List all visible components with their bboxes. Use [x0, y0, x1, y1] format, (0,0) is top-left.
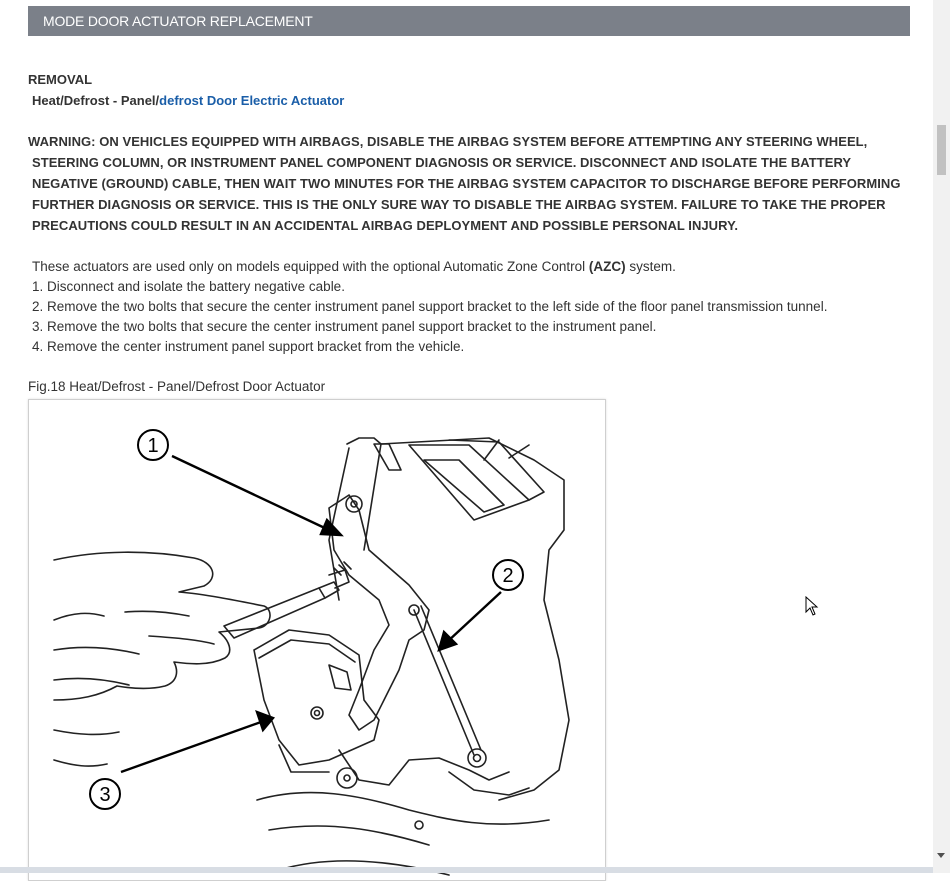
scrollbar-thumb[interactable]	[937, 125, 946, 175]
callout-3-number: 3	[99, 784, 111, 806]
intro-before: These actuators are used only on models equipped with the optional Automatic Zone Control	[32, 259, 589, 274]
figure-caption: Fig.18 Heat/Defrost - Panel/Defrost Door Actuator	[28, 379, 326, 394]
intro-text	[28, 257, 910, 277]
window-bottom-edge	[0, 867, 933, 873]
lever-arm	[329, 495, 429, 730]
intro-bold: (AZC)	[588, 259, 626, 274]
warning-text: WARNING: ON VEHICLES EQUIPPED WITH AIRBAGS, DISABLE THE AIRBAG SYSTEM BEFORE ATTEMPTING ANY STEERING WHEEL, STEERING COLUMN, OR INSTRUMENT PANEL COMPONENT DIAGNOSIS OR SERVICE. DISCONNECT AND ISOLATE THE BATTERY NEGATIVE (GROUND) CABLE, THEN WAIT TWO MINUTES FOR THE AIRBAG SYSTEM CAPACITOR TO DISCHARGE BEFORE PERFORMING FURTHER DIAGNOSIS OR SERVICE. THIS IS THE ONLY SURE WAY TO DISABLE THE AIRBAG SYSTEM. FAILURE TO TAKE THE PROPER PRECAUTIONS COULD RESULT IN AN ACCIDENTAL AIRBAG DEPLOYMENT AND POSSIBLE PERSONAL INJURY.	[28, 134, 901, 233]
list-item: 4. Remove the center instrument panel support bracket from the vehicle.	[32, 339, 465, 354]
article	[28, 6, 910, 881]
intro-after: system.	[625, 259, 676, 274]
callout-2	[493, 560, 523, 590]
actuator-diagram	[29, 400, 605, 880]
callout-1-number: 1	[147, 435, 159, 457]
section-label: REMOVAL	[28, 72, 93, 87]
callout-2-number: 2	[502, 565, 514, 587]
breadcrumb	[28, 90, 910, 111]
callout-1-leader	[172, 456, 329, 530]
figure-illustration	[28, 399, 606, 881]
steps-list	[28, 277, 910, 357]
breadcrumb-prefix: Heat/Defrost - Panel/	[32, 93, 160, 108]
housing-outline	[347, 438, 569, 800]
breadcrumb-link[interactable]: defrost Door Electric Actuator	[159, 93, 345, 108]
list-item: 3. Remove the two bolts that secure the center instrument panel support bracket to the instrument panel.	[32, 319, 657, 334]
mouse-cursor-icon	[805, 596, 819, 616]
callout-3-leader	[121, 722, 261, 772]
vertical-scrollbar[interactable]	[933, 0, 950, 873]
scroll-down-arrow-icon[interactable]	[937, 853, 945, 858]
callout-2-leader	[447, 592, 501, 642]
callout-1	[138, 430, 168, 460]
page-title: MODE DOOR ACTUATOR REPLACEMENT	[28, 6, 910, 36]
list-item: 2. Remove the two bolts that secure the center instrument panel support bracket to the left side of the floor panel transmission tunnel.	[32, 299, 828, 314]
list-item: 1. Disconnect and isolate the battery negative cable.	[32, 279, 345, 294]
callout-3	[90, 779, 120, 809]
